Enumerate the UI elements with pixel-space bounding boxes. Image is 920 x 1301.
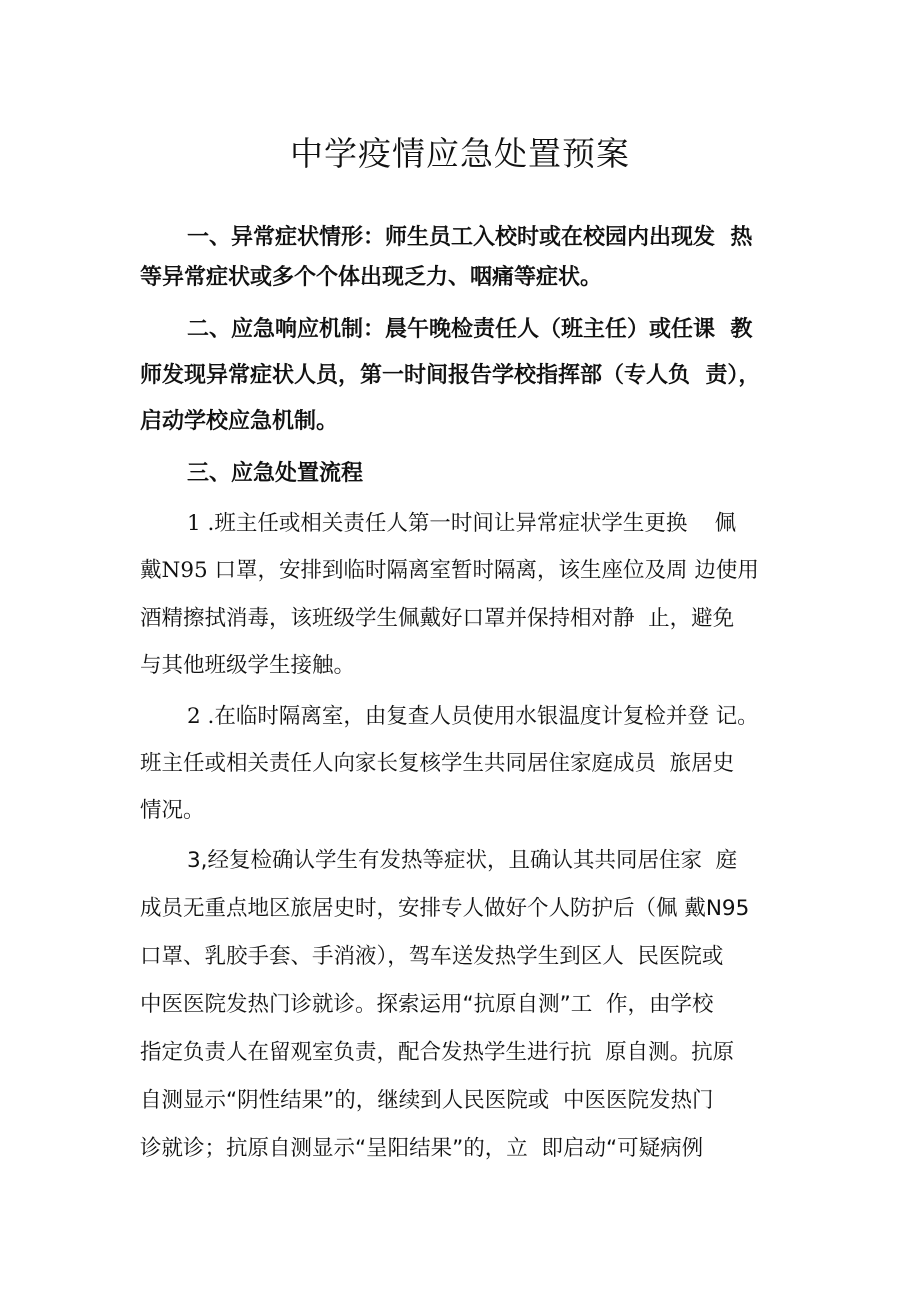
item2-line1: 2 .在临时隔离室，由复查人员使用水银温度计复检并登 记。 bbox=[187, 704, 759, 729]
item1-line1: 1 .班主任或相关责任人第一时间让异常症状学生更换 佩 bbox=[187, 511, 737, 536]
item1-line4: 与其他班级学生接触。 bbox=[140, 653, 356, 678]
section3-heading: 三、应急处置流程 bbox=[187, 461, 364, 486]
section2-line3: 启动学校应急机制。 bbox=[140, 409, 339, 434]
item3-line3: 口罩、乳胶手套、手消液），驾车送发热学生到区人 民医院或 bbox=[140, 944, 724, 969]
section2-line1: 二、应急响应机制：晨午晚检责任人（班主任）或任课 教 bbox=[187, 317, 753, 342]
item3-line7: 诊就诊；抗原自测显示“呈阳结果”的，立 即启动“可疑病例 bbox=[140, 1136, 704, 1161]
section2-line2: 师发现异常症状人员，第一时间报告学校指挥部（专人负 责）， bbox=[140, 363, 761, 388]
item3-line6: 自测显示“阴性结果”的，继续到人民医院或 中医医院发热门 bbox=[140, 1088, 714, 1113]
section1-line1: 一、异常症状情形：师生员工入校时或在校园内出现发 热 bbox=[187, 225, 753, 250]
item3-line2: 成员无重点地区旅居史时，安排专人做好个人防护后（佩 戴N95 bbox=[140, 896, 750, 921]
section1-line2: 等异常症状或多个个体出现乏力、咽痛等症状。 bbox=[140, 265, 603, 290]
document-title: 中学疫情应急处置预案 bbox=[290, 134, 630, 173]
item3-line1: 3,经复检确认学生有发热等症状，且确认其共同居住家 庭 bbox=[187, 848, 738, 873]
item3-line4: 中医医院发热门诊就诊。探索运用“抗原自测”工 作，由学校 bbox=[140, 992, 714, 1017]
item1-line2: 戴N95 口罩，安排到临时隔离室暂时隔离，该生座位及周 边使用 bbox=[140, 558, 759, 583]
item3-line5: 指定负责人在留观室负责，配合发热学生进行抗 原自测。抗原 bbox=[140, 1040, 735, 1065]
item2-line3: 情况。 bbox=[140, 798, 205, 823]
item1-line3: 酒精擦拭消毒，该班级学生佩戴好口罩并保持相对静 止，避免 bbox=[140, 606, 735, 631]
item2-line2: 班主任或相关责任人向家长复核学生共同居住家庭成员 旅居史 bbox=[140, 751, 735, 776]
